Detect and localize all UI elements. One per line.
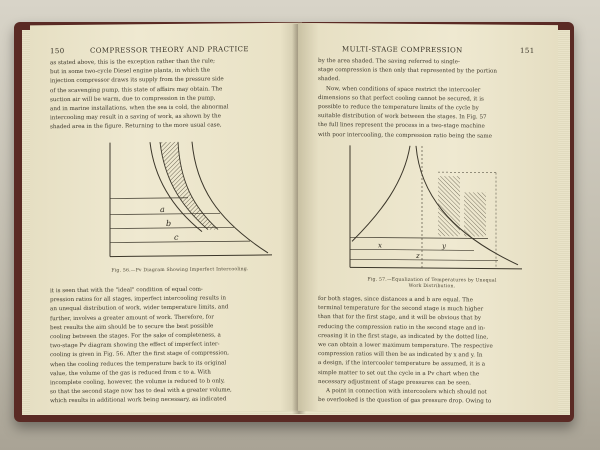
- text-line: shaded area in the figure. Returning to the more usual case,: [50, 122, 222, 131]
- text-line: Now, when conditions of space restrict the intercooler: [326, 85, 481, 94]
- label-c: c: [174, 232, 179, 242]
- adiabatic-curve: [192, 141, 268, 254]
- left-page-number: 150: [50, 47, 65, 56]
- temperature-block-2: [464, 192, 486, 236]
- v-axis: [110, 255, 272, 257]
- text-line: of the scavenging pump, this state of affairs may obtain. The: [50, 86, 223, 94]
- pressure-line: [110, 198, 188, 199]
- left-running-head: COMPRESSOR THEORY AND PRACTICE: [90, 45, 249, 55]
- text-line: when the cooling reduces the temperature back to its original: [50, 359, 227, 368]
- text-line: creasing it in the first stage, as indicated by the dotted line,: [318, 332, 489, 341]
- text-line: cooling is given in Fig. 56. After the first stage of compression,: [50, 350, 229, 359]
- text-line: for both stages, since distances a and b are equal. The: [318, 296, 473, 304]
- text-line: a design, if the intercooler temperature be assumed, it is a: [318, 360, 486, 368]
- text-line: shaded.: [318, 76, 341, 83]
- text-line: value, the volume of the gas is reduced from c to a. With: [50, 369, 211, 378]
- text-line: simple matter to set out the cycle in a Pv chart when the: [318, 369, 480, 378]
- right-bottom-paragraph: [318, 295, 544, 407]
- right-running-head: MULTI-STAGE COMPRESSION: [342, 45, 463, 55]
- text-line: incomplete cooling, however, the volume is reduced to b only,: [50, 378, 225, 387]
- text-line: we can obtain a lower maximum temperature. The respective: [318, 342, 493, 350]
- text-line: but in some two-cycle Diesel engine plants, in which the: [50, 67, 210, 76]
- left-page: [30, 23, 302, 414]
- text-line: reducing the compression ratio in the second stage and in-: [318, 323, 486, 332]
- text-line: suction air will be warm, due to compression in the pump,: [50, 95, 216, 104]
- text-line: it is seen that with the "ideal" condition of equal com-: [50, 286, 203, 295]
- text-line: the full lines represent the process in a two-stage machine: [318, 122, 485, 130]
- fig56-pv-diagram: [100, 135, 280, 263]
- text-line: terminal temperature for the second stage is much higher: [318, 305, 484, 313]
- v-axis: [350, 267, 522, 269]
- right-page: [298, 23, 558, 413]
- dimension-line-x: [350, 249, 474, 250]
- text-line: which results in additional work being necessary, as indicated: [50, 396, 227, 405]
- label-b: b: [166, 218, 172, 228]
- fig57-caption-line2: Work Distribution.: [408, 283, 456, 290]
- label-y: y: [442, 242, 446, 251]
- text-line: intercooling may result in a saving of work, as shown by the: [50, 113, 221, 122]
- left-top-paragraph: [50, 57, 290, 133]
- label-x: x: [378, 241, 382, 250]
- text-line: be overlooked is the question of gas pressure drop. Owing to: [318, 397, 492, 405]
- shaded-area: [160, 141, 218, 230]
- text-line: dimensions so that perfect cooling cannot be secured, it is: [318, 94, 484, 103]
- text-line: necessary adjustment of stage pressures can be seen.: [318, 378, 471, 387]
- text-line: by the area shaded. The saving referred to single-: [318, 58, 460, 66]
- text-line: compression ratios will then be as indicated by x and y. In: [318, 351, 483, 359]
- text-line: an unequal distribution of work, wider temperature limits, and: [50, 304, 229, 313]
- right-page-number: 151: [520, 46, 535, 55]
- text-line: cooling between the stages. For the sake of completeness, a: [50, 332, 221, 341]
- dimension-line-z: [350, 259, 498, 260]
- text-line: so that the second stage now has to deal with a greater volume,: [50, 387, 232, 396]
- text-line: two-stage Pv diagram showing the effect of imperfect inter-: [50, 341, 220, 350]
- stage-pressure-line: [350, 237, 488, 238]
- text-line: possible to reduce the temperature limits of the cycle by: [318, 104, 479, 112]
- left-bottom-paragraph: [50, 285, 290, 407]
- text-line: injection compressor draws its supply from the pressure side: [50, 76, 224, 85]
- right-top-paragraph: [318, 57, 544, 142]
- text-line: stage compression is then only that represented by the portion: [318, 67, 497, 75]
- text-line: than that for the first stage, and it will be obvious that by: [318, 314, 481, 322]
- label-z: z: [416, 251, 420, 260]
- temperature-block-1: [438, 176, 460, 236]
- dimension-line-c: [110, 241, 250, 242]
- text-line: with poor intercooling, the compression ratio being the same: [318, 131, 492, 140]
- fig56-caption: Fig. 56.—Pv Diagram Showing Imperfect Intercooling.: [111, 267, 249, 274]
- max-temp-line: [438, 172, 496, 173]
- text-line: further, involves a greater amount of work. Therefore, for: [50, 314, 214, 322]
- fig57-caption-line1: Fig. 57.—Equalization of Temperatures by Unequal: [367, 277, 497, 284]
- compression-curve: [352, 145, 410, 242]
- label-a: a: [160, 205, 165, 215]
- text-line: suitable distribution of work between the stages. In Fig. 57: [318, 113, 487, 121]
- text-line: pression ratios for all stages, imperfect intercooling results in: [50, 295, 227, 304]
- text-line: and in marine installations, when the sea is cold, the abnormal: [50, 104, 229, 113]
- fig57-pv-diagram: [338, 141, 528, 275]
- text-line: as stated above, this is the exception rather than the rule;: [50, 58, 215, 67]
- text-line: best results the aim should be to secure the best possible: [50, 323, 214, 332]
- text-line: A point in connection with intercoolers which should not: [326, 388, 487, 396]
